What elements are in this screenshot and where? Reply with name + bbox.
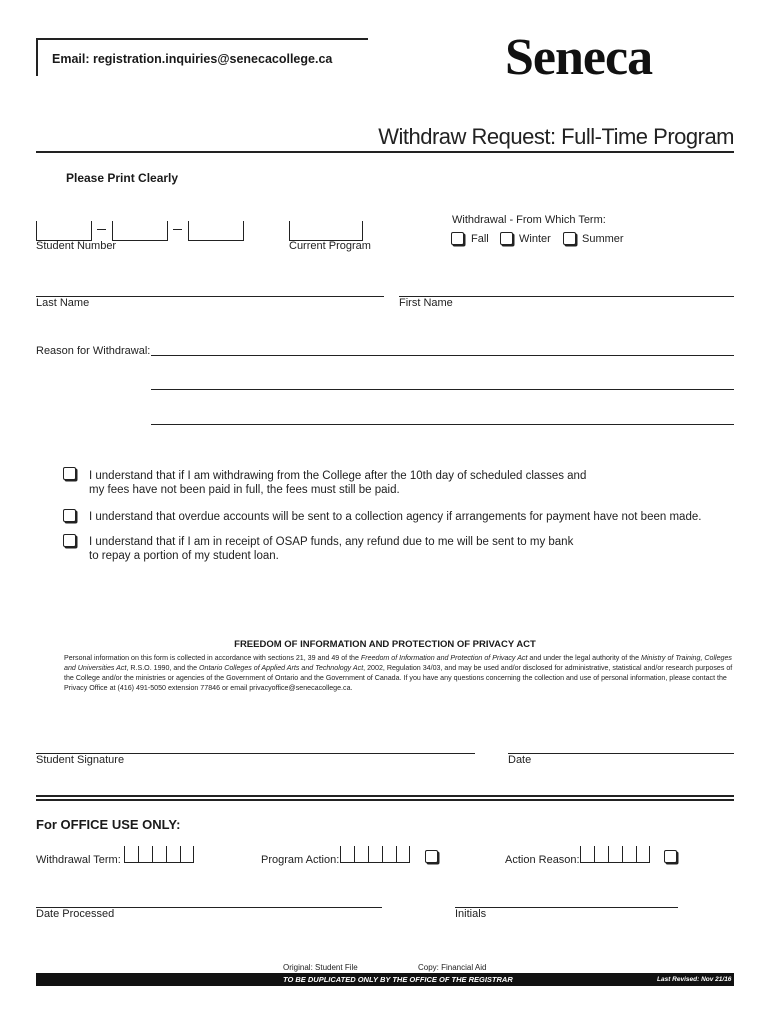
action-reason-checkbox[interactable] [664, 850, 677, 863]
student-number-part-3[interactable] [188, 221, 244, 241]
reason-label: Reason for Withdrawal: [36, 345, 151, 357]
withdrawal-term-cells[interactable] [124, 846, 194, 863]
student-signature-label: Student Signature [36, 754, 125, 766]
student-number-label: Student Number [36, 240, 117, 252]
privacy-title: FREEDOM OF INFORMATION AND PROTECTION OF PRIVACY ACT [234, 639, 536, 650]
winter-checkbox[interactable] [500, 232, 513, 245]
ack-collection-checkbox[interactable] [63, 509, 76, 522]
form-title: Withdraw Request: Full-Time Program [378, 124, 734, 149]
title-rule [36, 151, 734, 153]
ack-osap-text: I understand that if I am in receipt of OSAP funds, any refund due to me will be sent to my bank to repay a portion of my student loan. [89, 536, 574, 562]
registration-email: Email: registration.inquiries@senecacollege.ca [52, 52, 333, 66]
office-use-title: For OFFICE USE ONLY: [36, 817, 181, 832]
current-program-label: Current Program [289, 240, 371, 252]
duplication-notice: TO BE DUPLICATED ONLY BY THE OFFICE OF THE REGISTRAR [283, 975, 513, 984]
signature-date-label: Date [508, 754, 532, 766]
student-number-part-2[interactable] [112, 221, 168, 241]
dash [173, 229, 182, 230]
action-reason-cells[interactable] [580, 846, 650, 863]
financial-aid-copy-note: Copy: Financial Aid [418, 963, 487, 972]
reason-line-3[interactable] [151, 424, 734, 425]
date-processed-label: Date Processed [36, 908, 115, 920]
summer-checkbox[interactable] [563, 232, 576, 245]
ack-osap-checkbox[interactable] [63, 534, 76, 547]
program-action-checkbox[interactable] [425, 850, 438, 863]
ack-fees-text: I understand that if I am withdrawing from the College after the 10th day of scheduled classes and my fees have not been paid in full, the fees must still be paid. [89, 470, 587, 496]
revision-date: Last Revised: Nov 21/16 [657, 976, 732, 983]
current-program-field[interactable] [289, 221, 363, 241]
ack-fees-checkbox[interactable] [63, 467, 76, 480]
program-action-cells[interactable] [340, 846, 410, 863]
print-clearly-note: Please Print Clearly [66, 171, 179, 185]
program-action-label: Program Action: [261, 854, 340, 866]
signature-date-field[interactable] [508, 753, 734, 754]
reason-line-2[interactable] [151, 389, 734, 390]
student-number-part-1[interactable] [36, 221, 92, 241]
fall-label: Fall [471, 233, 489, 245]
section-divider [36, 799, 734, 801]
ack-collection-text: I understand that overdue accounts will be sent to a collection agency if arrangements for payment have not been made. [89, 511, 702, 523]
initials-label: Initials [455, 908, 487, 920]
initials-field[interactable] [455, 907, 678, 908]
action-reason-label: Action Reason: [505, 854, 580, 866]
winter-label: Winter [519, 233, 551, 245]
reason-line-1[interactable] [151, 355, 734, 356]
term-label: Withdrawal - From Which Term: [452, 214, 606, 226]
fall-checkbox[interactable] [451, 232, 464, 245]
section-divider [36, 795, 734, 797]
summer-label: Summer [582, 233, 624, 245]
withdrawal-term-label: Withdrawal Term: [36, 854, 121, 866]
dash [97, 229, 106, 230]
last-name-label: Last Name [36, 297, 90, 309]
original-copy-note: Original: Student File [283, 963, 358, 972]
privacy-notice: Personal information on this form is collected in accordance with sections 21, 39 and 49 of the Freedom of Information and Protection of Privacy Act and under the legal authority of the Ministry of Training, Colleges and Universities Act, R.S.O. 1990, and the Ontario Colleges of Applied Arts and Technology Act, 2002, Regulation 34/03, and may be used and/or disclosed for administrative, statistical and/or research purposes of the College and/or the ministries or agencies of the Government of Ontario and the Government of Canada. If you have any questions concerning the collection and use of personal information, please contact the Privacy Office at (416) 491-5050 extension 77846 or email privacyoffice@senecacollege.ca. [64, 654, 733, 692]
first-name-label: First Name [399, 297, 453, 309]
seneca-logo: Seneca [505, 29, 653, 86]
